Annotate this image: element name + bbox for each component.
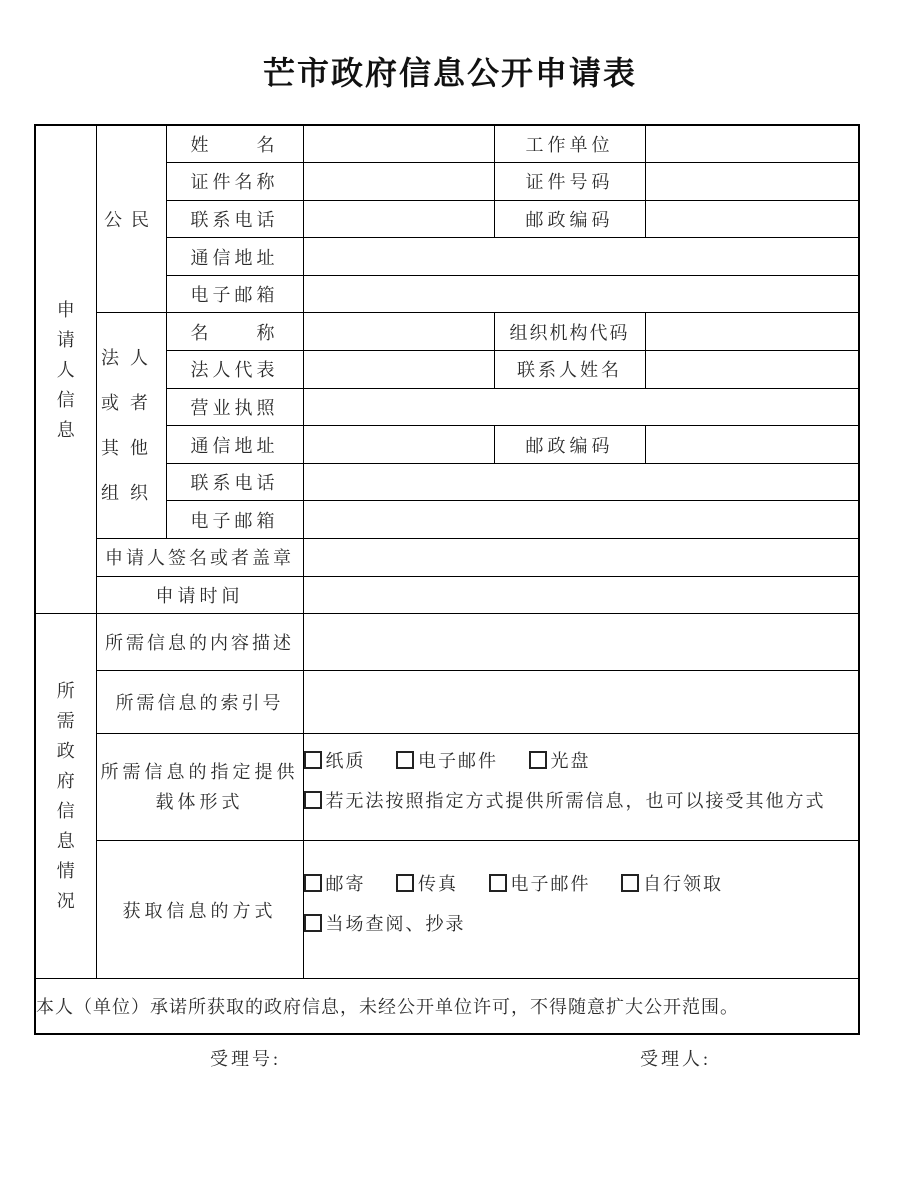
application-form-table: [34, 124, 860, 1035]
apply-time-label: 申请时间: [96, 576, 303, 614]
content-desc-input-cell[interactable]: [303, 614, 859, 671]
citizen-work-unit-input-cell[interactable]: [645, 125, 859, 163]
carrier-form-label-line1: 所需信息的指定提供: [100, 762, 299, 783]
checkbox-option-fallback-label: 若无法按照指定方式提供所需信息，也可以接受其他方式: [325, 791, 826, 812]
citizen-address-input-cell[interactable]: [303, 238, 859, 276]
row-org-name: [35, 313, 859, 351]
group-organization-label: 法人或者其他组织: [101, 347, 159, 503]
citizen-postcode-input-cell[interactable]: [645, 200, 859, 238]
carrier-form-label-line2: 载体形式: [155, 792, 244, 813]
row-carrier-form: [35, 734, 859, 841]
checkbox-option-email-carrier[interactable]: [396, 751, 498, 771]
checkbox-option-paper-label: 纸质: [325, 751, 366, 772]
row-content-desc: [35, 614, 859, 671]
citizen-email-input-cell[interactable]: [303, 275, 859, 313]
citizen-name-label: 姓 名: [166, 125, 303, 163]
citizen-cert-no-label: 证件号码: [494, 163, 645, 201]
checkbox-icon[interactable]: [304, 914, 322, 932]
org-phone-label: 联系电话: [166, 463, 303, 501]
section-applicant-info-label: 申请人信息: [56, 299, 75, 440]
signature-input-cell[interactable]: [303, 539, 859, 577]
org-postcode-label: 邮政编码: [494, 426, 645, 464]
carrier-form-options-cell: [303, 734, 859, 841]
acceptance-person-label: 受理人:: [640, 1048, 712, 1069]
org-legal-rep-input-cell[interactable]: [303, 351, 494, 389]
row-signature: [35, 539, 859, 577]
citizen-phone-label: 联系电话: [166, 200, 303, 238]
section-requested-info: [35, 614, 96, 979]
row-index-no: [35, 671, 859, 734]
acceptance-number-label: 受理号:: [210, 1048, 282, 1069]
index-no-input-cell[interactable]: [303, 671, 859, 734]
checkbox-icon[interactable]: [396, 874, 414, 892]
citizen-postcode-label: 邮政编码: [494, 200, 645, 238]
signature-label: 申请人签名或者盖章: [96, 539, 303, 577]
row-obtain-method: [35, 841, 859, 979]
group-organization: [96, 313, 166, 539]
org-name-input-cell[interactable]: [303, 313, 494, 351]
row-declaration: [35, 979, 859, 1034]
content-desc-label: 所需信息的内容描述: [96, 614, 303, 671]
checkbox-icon[interactable]: [489, 874, 507, 892]
citizen-name-input-cell[interactable]: [303, 125, 494, 163]
group-citizen: [96, 125, 166, 313]
citizen-cert-name-label: 证件名称: [166, 163, 303, 201]
checkbox-option-onsite[interactable]: [304, 914, 466, 934]
carrier-options-line: [304, 747, 859, 775]
carrier-form-label-cell: [96, 734, 303, 841]
org-code-input-cell[interactable]: [645, 313, 859, 351]
org-email-label: 电子邮箱: [166, 501, 303, 539]
checkbox-option-cd-label: 光盘: [550, 751, 591, 772]
org-contact-name-input-cell[interactable]: [645, 351, 859, 389]
apply-time-input-cell[interactable]: [303, 576, 859, 614]
checkbox-icon[interactable]: [304, 791, 322, 809]
org-postcode-input-cell[interactable]: [645, 426, 859, 464]
org-license-label: 营业执照: [166, 388, 303, 426]
page-title: 芒市政府信息公开申请表: [262, 55, 637, 91]
checkbox-icon[interactable]: [396, 751, 414, 769]
org-email-input-cell[interactable]: [303, 501, 859, 539]
checkbox-option-email-carrier-label: 电子邮件: [418, 751, 498, 772]
citizen-address-label: 通信地址: [166, 238, 303, 276]
checkbox-icon[interactable]: [621, 874, 639, 892]
org-name-label: 名 称: [166, 313, 303, 351]
obtain-method-label: 获取信息的方式: [96, 841, 303, 979]
org-code-label: 组织机构代码: [494, 313, 645, 351]
org-legal-rep-label: 法人代表: [166, 351, 303, 389]
checkbox-icon[interactable]: [529, 751, 547, 769]
section-requested-info-label: 所需政府信息情况: [56, 681, 75, 912]
declaration-text: 本人（单位）承诺所获取的政府信息，未经公开单位许可，不得随意扩大公开范围。: [35, 979, 859, 1034]
citizen-phone-input-cell[interactable]: [303, 200, 494, 238]
checkbox-option-email-obtain[interactable]: [489, 874, 591, 894]
index-no-label: 所需信息的索引号: [96, 671, 303, 734]
citizen-work-unit-label: 工作单位: [494, 125, 645, 163]
checkbox-option-email-obtain-label: 电子邮件: [510, 873, 591, 894]
org-address-input-cell[interactable]: [303, 426, 494, 464]
checkbox-option-mail-label: 邮寄: [325, 873, 366, 894]
checkbox-option-mail[interactable]: [304, 874, 366, 894]
citizen-cert-no-input-cell[interactable]: [645, 163, 859, 201]
checkbox-option-fallback[interactable]: [304, 791, 826, 811]
checkbox-option-cd[interactable]: [529, 751, 591, 771]
citizen-cert-name-input-cell[interactable]: [303, 163, 494, 201]
checkbox-option-paper[interactable]: [304, 751, 366, 771]
section-applicant-info: [35, 125, 96, 614]
checkbox-option-fax[interactable]: [396, 874, 458, 894]
citizen-email-label: 电子邮箱: [166, 275, 303, 313]
checkbox-option-self-pickup[interactable]: [621, 874, 723, 894]
checkbox-icon[interactable]: [304, 874, 322, 892]
obtain-options-line: [304, 870, 859, 898]
org-license-input-cell[interactable]: [303, 388, 859, 426]
row-citizen-name: [35, 125, 859, 163]
checkbox-option-self-pickup-label: 自行领取: [643, 873, 723, 894]
checkbox-option-fax-label: 传真: [418, 873, 458, 894]
carrier-fallback-line: [304, 787, 859, 815]
group-citizen-label: 公民: [104, 210, 158, 231]
checkbox-icon[interactable]: [304, 751, 322, 769]
org-address-label: 通信地址: [166, 426, 303, 464]
org-contact-name-label: 联系人姓名: [494, 351, 645, 389]
checkbox-option-onsite-label: 当场查阅、抄录: [325, 913, 466, 934]
org-phone-input-cell[interactable]: [303, 463, 859, 501]
obtain-extra-line: [304, 910, 859, 938]
form-footer: [0, 1035, 900, 1075]
row-apply-time: [35, 576, 859, 614]
obtain-method-options-cell: [303, 841, 859, 979]
